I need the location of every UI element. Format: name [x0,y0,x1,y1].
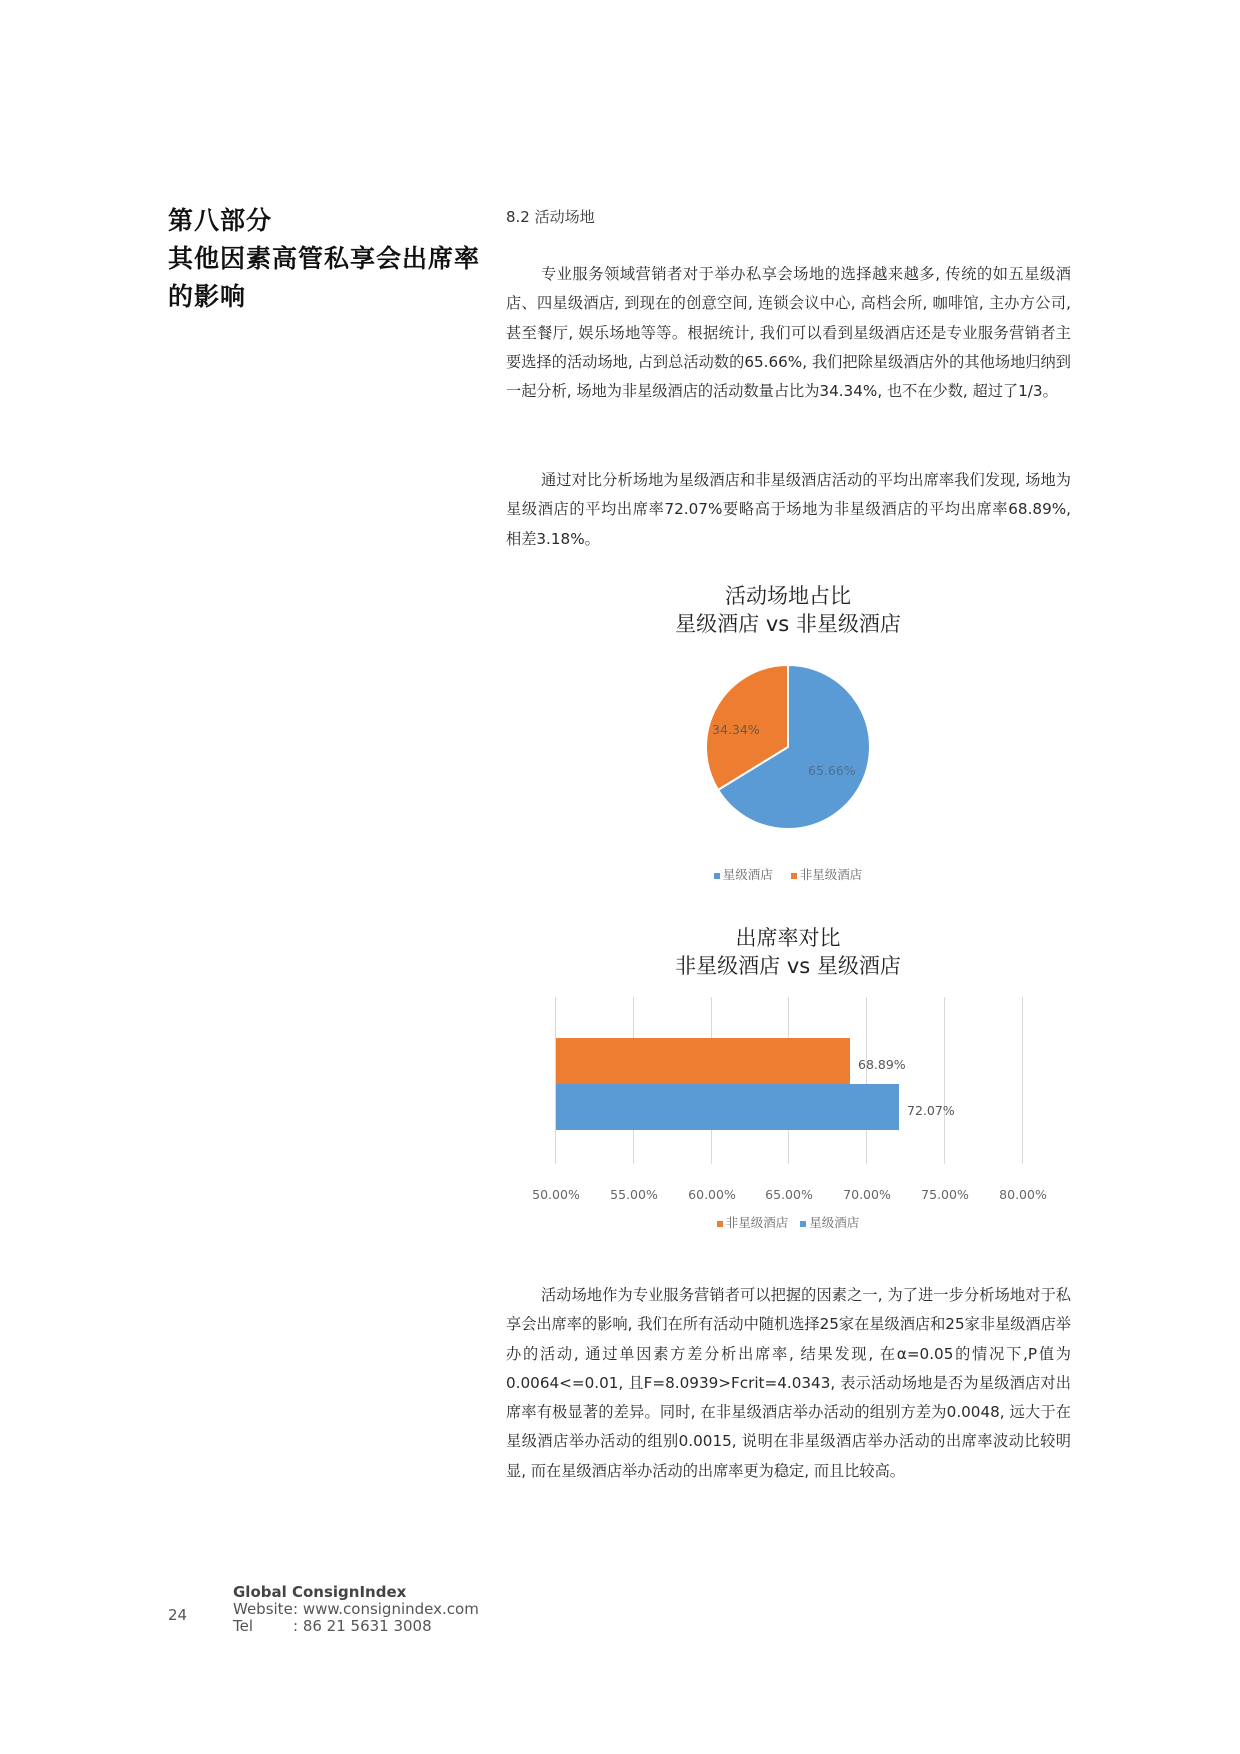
legend-swatch-orange [791,873,797,879]
footer-website-row [233,1601,479,1618]
footer-brand: Global ConsignIndex [233,1583,407,1601]
x-tick-55: 55.00% [610,1187,658,1202]
pie-chart [688,647,888,847]
pie-chart-title [588,582,988,638]
bar-star-hotel [556,1084,899,1130]
pie-label-star-hotel: 65.66% [808,763,856,778]
paragraph-venue-choice: 专业服务领域营销者对于举办私享会场地的选择越来越多, 传统的如五星级酒店、四星级酒店, 到现在的创意空间, 连锁会议中心, 高档会所, 咖啡馆, 主办方公司, 甚至餐厅, 娱乐场地等等。根据统计, 我们可以看到星级酒店还是专业服务营销者主要选择的活动场地, 占到总活动数的65.66%, 我们把除星级酒店外的其他场地归纳到一起分析, 场地为非星级酒店的活动数量占比为34.34%, 也不在少数, 超过了1/3。 [506,265,1071,401]
section-title-line3: 的影响 [168,282,247,311]
footer-contact [233,1584,479,1635]
footer-tel-row [233,1618,479,1635]
x-tick-65: 65.00% [765,1187,813,1202]
x-tick-75: 75.00% [921,1187,969,1202]
bar-chart-legend [588,1213,988,1231]
bar-non-star-hotel [556,1038,850,1084]
pie-label-non-star-hotel: 34.34% [712,722,760,737]
section-title-line2: 其他因素高管私享会出席率 [168,244,481,273]
bar-label-non-star-hotel: 68.89% [858,1057,906,1072]
bar-label-star-hotel: 72.07% [907,1103,955,1118]
footer-website-value: : www.consignindex.com [293,1600,479,1618]
page-number: 24 [168,1606,188,1624]
footer-tel-label: Tel [233,1617,254,1635]
paragraph-attendance-comparison: 通过对比分析场地为星级酒店和非星级酒店活动的平均出席率我们发现, 场地为星级酒店的平均出席率72.07%要略高于场地为非星级酒店的平均出席率68.89%, 相差3.18%。 [506,471,1071,548]
x-tick-60: 60.00% [688,1187,736,1202]
legend-swatch-blue [714,873,720,879]
pie-chart-legend [588,865,988,883]
x-tick-50: 50.00% [532,1187,580,1202]
legend-item-star-hotel: 星级酒店 [800,1215,859,1230]
bar-chart [540,990,1040,1170]
pie-chart-title-line1: 活动场地占比 [725,584,851,608]
bar-chart-title-line1: 出席率对比 [735,926,841,950]
legend-swatch-blue [800,1221,806,1227]
legend-item-star-hotel: 星级酒店 [714,867,773,882]
section-title [168,202,480,316]
subsection-heading: 8.2 活动场地 [506,208,595,226]
section-title-line1: 第八部分 [168,206,273,235]
legend-item-non-star-hotel: 非星级酒店 [791,867,863,882]
pie-chart-title-line2: 星级酒店 vs 非星级酒店 [675,612,901,636]
bar-chart-title [588,924,988,980]
footer-website-label: Website [233,1600,293,1618]
x-tick-70: 70.00% [843,1187,891,1202]
x-tick-80: 80.00% [999,1187,1047,1202]
paragraph-anova-analysis: 活动场地作为专业服务营销者可以把握的因素之一, 为了进一步分析场地对于私享会出席率的影响, 我们在所有活动中随机选择25家在星级酒店和25家非星级酒店举办的活动, 通过单因素方差分析出席率, 结果发现, 在α=0.05的情况下,P值为0.0064<=0.01, 且F=8.0939>Fcrit=4.0343, 表示活动场地是否为星级酒店对出席率有极显著的差异。同时, 在非星级酒店举办活动的组别方差为0.0048, 远大于在星级酒店举办活动的组别0.0015, 说明在非星级酒店举办活动的出席率波动比较明显, 而在星级酒店举办活动的出席率更为稳定, 而且比较高。 [506,1286,1071,1480]
bar-chart-title-line2: 非星级酒店 vs 星级酒店 [675,954,901,978]
legend-swatch-orange [717,1221,723,1227]
legend-item-non-star-hotel: 非星级酒店 [717,1215,789,1230]
footer-tel-value: : 86 21 5631 3008 [293,1617,432,1635]
